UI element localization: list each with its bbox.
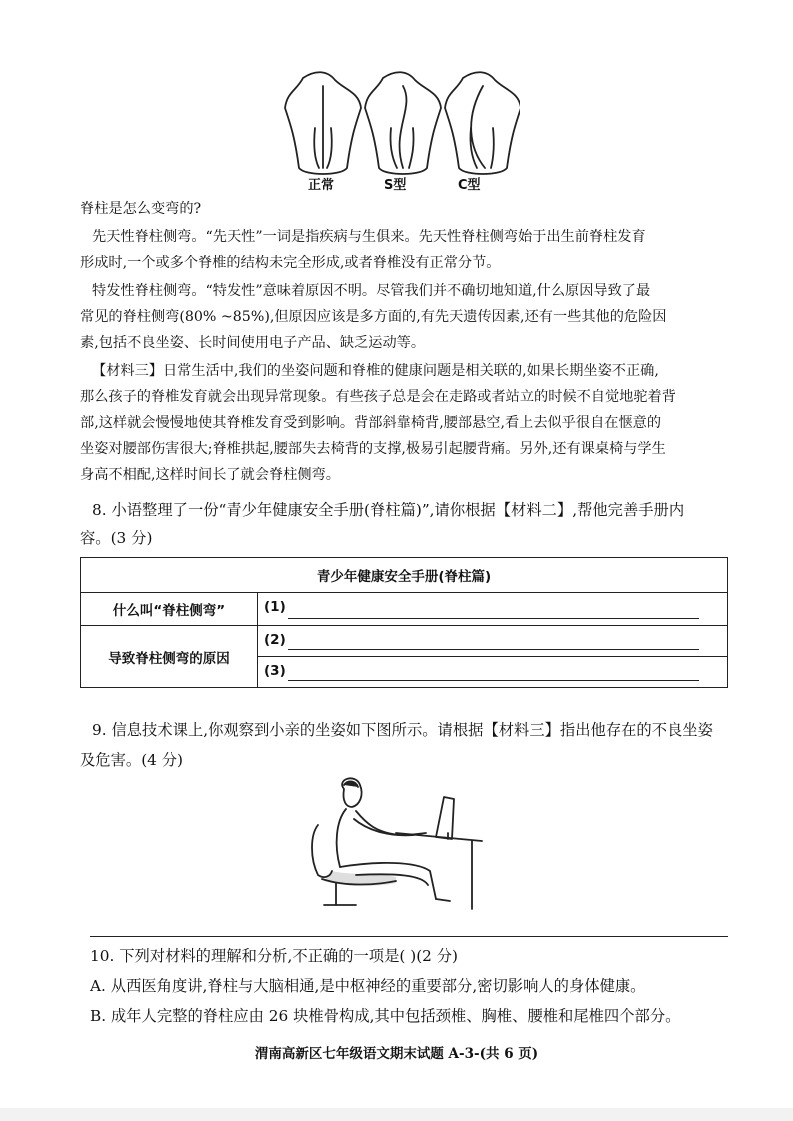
c-shape-spine-illustration xyxy=(445,72,520,174)
answer-blank-3[interactable] xyxy=(258,657,728,688)
paragraph-line: 部,这样就会慢慢地使其脊椎发育受到影响。背部斜靠椅背,腰部悬空,看上去似乎很自在惬意的 xyxy=(80,415,662,431)
row-label-definition: 什么叫“脊柱侧弯” xyxy=(81,593,258,626)
page-footer: 渭南高新区七年级语文期末试题 A-3-(共 6 页) xyxy=(254,1046,539,1062)
section-divider xyxy=(90,936,728,937)
paragraph-line: 特发性脊柱侧弯。“特发性”意味着原因不明。尽管我们并不确切地知道,什么原因导致了最 xyxy=(92,283,651,299)
question-8-line: 8. 小语整理了一份“青少年健康安全手册(脊柱篇)”,请你根据【材料二】,帮他完善手册内 xyxy=(92,501,685,519)
paragraph-line: 素,包括不良坐姿、长时间使用电子产品、缺乏运动等。 xyxy=(80,335,426,351)
question-10-stem: 10. 下列对材料的理解和分析,不正确的一项是( )(2 分) xyxy=(90,947,459,965)
figure-label-c-type: C型 xyxy=(458,178,481,193)
normal-spine-illustration xyxy=(285,72,361,174)
answer-blank-2[interactable] xyxy=(258,626,728,657)
paragraph-heading: 脊柱是怎么变弯的? xyxy=(80,201,202,217)
paragraph-line: 身高不相配,这样时间长了就会脊柱侧弯。 xyxy=(80,467,340,483)
safety-manual-table xyxy=(80,557,728,688)
answer-line xyxy=(288,618,699,619)
question-9-line: 9. 信息技术课上,你观察到小亲的坐姿如下图所示。请根据【材料三】指出他存在的不良坐姿 xyxy=(92,721,713,739)
question-9-line: 及危害。(4 分) xyxy=(80,751,184,769)
sitting-posture-illustration xyxy=(296,775,486,915)
blank-number: (2) xyxy=(264,632,286,648)
answer-line xyxy=(288,649,699,650)
figure-label-normal: 正常 xyxy=(308,178,335,193)
page-edge xyxy=(0,1108,793,1121)
row-label-causes: 导致脊柱侧弯的原因 xyxy=(81,626,258,688)
answer-line xyxy=(288,680,699,681)
table-title: 青少年健康安全手册(脊柱篇) xyxy=(81,558,728,593)
option-b: B. 成年人完整的脊柱应由 26 块椎骨构成,其中包括颈椎、胸椎、腰椎和尾椎四个部分。 xyxy=(90,1007,681,1025)
paragraph-line: 常见的脊柱侧弯(80% ~85%),但原因应该是多方面的,有先天遗传因素,还有一些其他的危险因 xyxy=(80,309,667,325)
blank-number: (3) xyxy=(264,663,286,679)
option-a: A. 从西医角度讲,脊柱与大脑相通,是中枢神经的重要部分,密切影响人的身体健康。 xyxy=(90,977,646,995)
blank-number: (1) xyxy=(264,599,286,615)
paragraph-line: 形成时,一个或多个脊椎的结构未完全形成,或者脊椎没有正常分节。 xyxy=(80,255,501,271)
material-three-line: 【材料三】日常生活中,我们的坐姿问题和脊椎的健康问题是相关联的,如果长期坐姿不正确, xyxy=(92,363,659,379)
figure-label-s-type: S型 xyxy=(384,178,407,193)
paragraph-line: 先天性脊柱侧弯。“先天性”一词是指疾病与生俱来。先天性脊柱侧弯始于出生前脊柱发育 xyxy=(92,229,646,245)
paragraph-line: 坐姿对腰部伤害很大;脊椎拱起,腰部失去椅背的支撑,极易引起腰背痛。另外,还有课桌椅与学生 xyxy=(80,441,666,457)
question-8-line: 容。(3 分) xyxy=(80,529,153,547)
answer-blank-1[interactable] xyxy=(258,593,728,626)
paragraph-line: 那么孩子的脊椎发育就会出现异常现象。有些孩子总是会在走路或者站立的时候不自觉地驼着背 xyxy=(80,389,676,405)
s-shape-spine-illustration xyxy=(365,72,441,174)
